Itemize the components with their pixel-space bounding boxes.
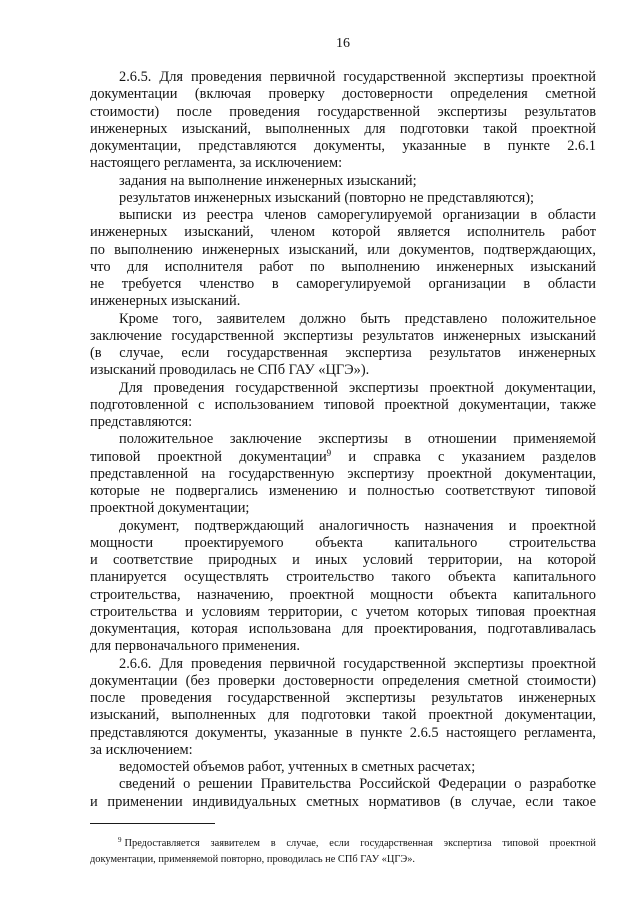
main-text	[90, 69, 596, 811]
body-line: стоимости) после проведения государственной экспертизы результатов	[90, 103, 596, 120]
paragraph	[90, 69, 596, 173]
body-line: проектной документации;	[90, 500, 250, 517]
page-number: 16	[336, 36, 350, 51]
body-line: ведомостей объемов работ, учтенных в сметных расчетах;	[119, 759, 476, 775]
body-line: 2.6.5. Для проведения первичной государственной экспертизы проектной	[119, 69, 596, 85]
paragraph	[90, 759, 596, 776]
paragraph	[90, 518, 596, 656]
body-line: не требуется членство в саморегулируемой организации в области	[90, 276, 596, 292]
body-line: что для исполнителя работ по выполнению инженерных изысканий	[90, 258, 596, 275]
body-line: за исключением:	[90, 741, 193, 758]
body-line: представленной на государственную экспертизу проектной документации,	[90, 465, 596, 482]
paragraph	[90, 311, 596, 380]
body-line	[90, 449, 596, 466]
footnote-separator	[90, 823, 215, 824]
body-line: которые не подвергались изменению и полностью соответствуют типовой	[90, 483, 596, 499]
body-line: изысканий проводилась не СПб ГАУ «ЦГЭ»).	[90, 362, 370, 379]
paragraph	[90, 207, 596, 311]
body-line: Для проведения государственной экспертизы проектной документации,	[119, 379, 596, 396]
body-line: результатов инженерных изысканий (повторно не представляются);	[119, 189, 535, 206]
body-line: строительства, назначению, проектной мощности объекта капитального	[90, 586, 596, 603]
paragraph	[90, 173, 596, 190]
footnote-line: документации, применяемой повторно, проводилась не СПб ГАУ «ЦГЭ».	[90, 854, 416, 865]
body-line: мощности проектируемого объекта капитального строительства	[90, 534, 596, 551]
body-line: заключение государственной экспертизы результатов инженерных изысканий	[90, 327, 596, 344]
footnote-text: Предоставляется заявителем в случае, если государственная экспертиза типовой проектной	[124, 838, 596, 849]
body-line: инженерных изысканий.	[90, 293, 241, 310]
paragraph	[90, 776, 596, 811]
footnote-line	[90, 836, 596, 852]
paragraph	[90, 656, 596, 760]
body-line: сведений о решении Правительства Российской Федерации о разработке	[119, 776, 596, 793]
body-line: настоящего регламента, за исключением:	[90, 155, 343, 172]
body-line-text: типовой проектной документации	[90, 448, 327, 465]
body-line: документации, представляются документы, указанные в пункте 2.6.1	[90, 138, 596, 154]
body-line: документ, подтверждающий аналогичность назначения и проектной	[119, 517, 596, 534]
body-line-text: и справка с указанием разделов	[331, 448, 596, 465]
footnote-ref: 9	[118, 836, 122, 844]
body-line: 2.6.6. Для проведения первичной государственной экспертизы проектной	[119, 655, 596, 672]
paragraph	[90, 190, 596, 207]
body-line: и соответствие природных и иных условий территории, на которой	[90, 552, 596, 568]
body-line: планируется осуществлять строительство такого объекта капитального	[90, 569, 596, 586]
body-line: инженерных изысканий, выполненных для подготовки такой проектной	[90, 120, 596, 137]
body-line: инженерных изысканий, членом которой является исполнитель работ	[90, 224, 596, 241]
body-line: документация, которая использована для проектирования, подготавливалась	[90, 621, 596, 637]
body-line: для первоначального применения.	[90, 638, 300, 655]
paragraph	[90, 380, 596, 432]
body-line: положительное заключение экспертизы в отношении применяемой	[119, 431, 596, 448]
body-line: после проведения государственной экспертизы результатов инженерных	[90, 690, 596, 706]
body-line: (в случае, если государственная экспертиза результатов инженерных	[90, 345, 596, 361]
body-line: выписки из реестра членов саморегулируемой организации в области	[119, 207, 596, 223]
body-line: задания на выполнение инженерных изысканий;	[119, 172, 417, 189]
paragraph	[90, 431, 596, 517]
body-line: представляются документы, указанные в пункте 2.6.5 настоящего регламента,	[90, 724, 596, 741]
body-line: Кроме того, заявителем должно быть представлено положительное	[119, 310, 596, 327]
body-line: и применении индивидуальных сметных нормативов (в случае, если такое	[90, 793, 596, 810]
body-line: изысканий, выполненных для подготовки такой проектной документации,	[90, 707, 596, 724]
body-line: строительства и условиям территории, с учетом которых типовая проектная	[90, 603, 596, 620]
body-line: подготовленной с использованием типовой проектной документации, также	[90, 396, 596, 413]
body-line: представляются:	[90, 414, 193, 430]
footnote-reference: 9	[326, 447, 332, 458]
body-line: по выполнению инженерных изысканий, или документов, подтверждающих,	[90, 241, 596, 258]
footnote	[90, 836, 596, 868]
body-line: документации (включая проверку достоверности определения сметной	[90, 86, 596, 103]
body-line: документации (без проверки достоверности определения сметной стоимости)	[90, 672, 596, 689]
